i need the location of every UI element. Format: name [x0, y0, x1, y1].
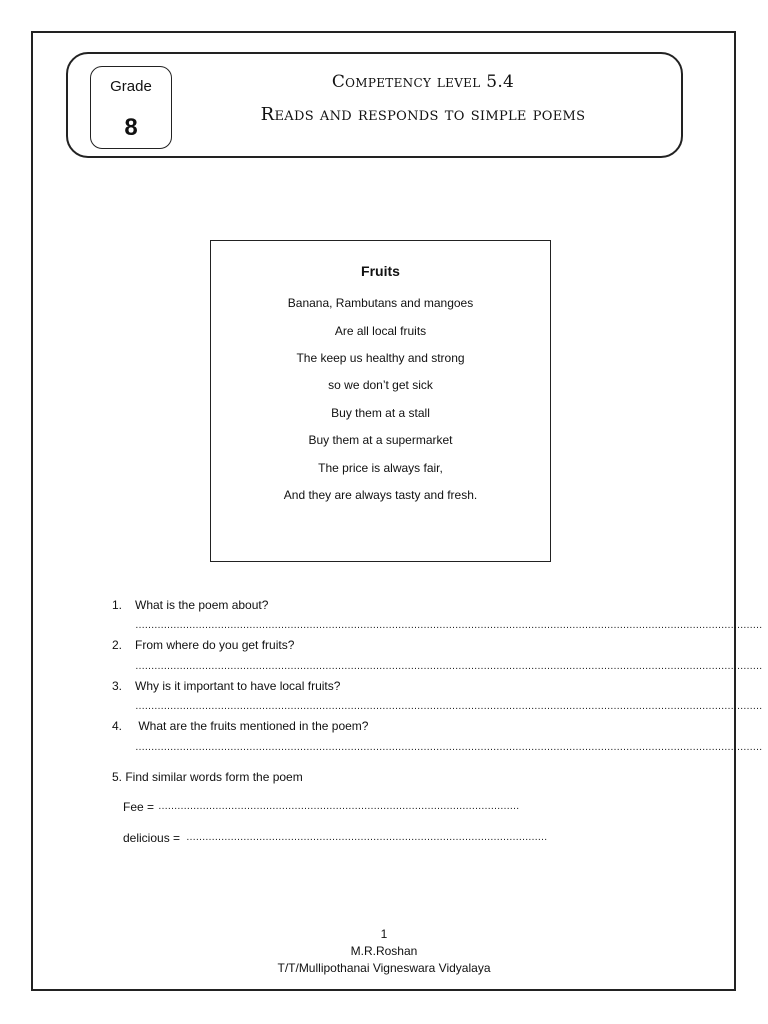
- answer-line-fee[interactable]: ……………………………………………………………………………………………………: [158, 801, 519, 812]
- author-name: M.R.Roshan: [350, 944, 418, 958]
- competency-title: Competency level 5.4: [331, 72, 515, 92]
- poem-title: Fruits: [361, 263, 400, 279]
- question-number: 4.: [112, 719, 123, 733]
- question-text: What is the poem about?: [135, 598, 269, 612]
- page-number: 1: [380, 927, 388, 941]
- answer-line-2[interactable]: ………………………………………………………………………………………………………………………………………………………………………………: [135, 661, 762, 672]
- similar-word-label: delicious =: [123, 831, 181, 845]
- grade-box: [90, 66, 172, 149]
- poem-line: The price is always fair,: [318, 461, 443, 475]
- grade-label: Grade: [110, 78, 152, 95]
- poem-box: [210, 240, 551, 562]
- school-name: T/T/Mullipothanai Vigneswara Vidyalaya: [277, 961, 491, 975]
- question-number: 2.: [112, 638, 123, 652]
- question-4: [112, 719, 368, 733]
- answer-line-1[interactable]: ………………………………………………………………………………………………………………………………………………………………………………: [135, 620, 762, 631]
- answer-line-4[interactable]: ………………………………………………………………………………………………………………………………………………………………………………: [135, 742, 762, 753]
- grade-value: 8: [124, 114, 138, 141]
- similar-word-delicious: [123, 831, 180, 845]
- answer-line-3[interactable]: ………………………………………………………………………………………………………………………………………………………………………………: [135, 701, 762, 712]
- question-text: Why is it important to have local fruits?: [135, 679, 341, 693]
- poem-line: Buy them at a supermarket: [308, 433, 453, 447]
- poem-line: The keep us healthy and strong: [296, 351, 465, 365]
- question-number: 3.: [112, 679, 123, 693]
- similar-word-fee: [123, 800, 154, 814]
- competency-subtitle: Reads and responds to simple poems: [260, 104, 586, 125]
- question-3: [112, 679, 340, 693]
- question-text: What are the fruits mentioned in the poem?: [135, 719, 369, 733]
- poem-line: so we don’t get sick: [328, 378, 433, 392]
- poem-line: Banana, Rambutans and mangoes: [287, 296, 474, 310]
- poem-line: And they are always tasty and fresh.: [283, 488, 478, 502]
- question-text: From where do you get fruits?: [135, 638, 295, 652]
- question-1: [112, 598, 268, 612]
- similar-word-label: Fee =: [123, 800, 155, 814]
- question-5: 5. Find similar words form the poem: [112, 770, 303, 784]
- poem-line: Buy them at a stall: [331, 406, 430, 420]
- question-number: 1.: [112, 598, 123, 612]
- answer-line-delicious[interactable]: ……………………………………………………………………………………………………: [186, 832, 547, 843]
- poem-line: Are all local fruits: [334, 324, 427, 338]
- question-2: [112, 638, 294, 652]
